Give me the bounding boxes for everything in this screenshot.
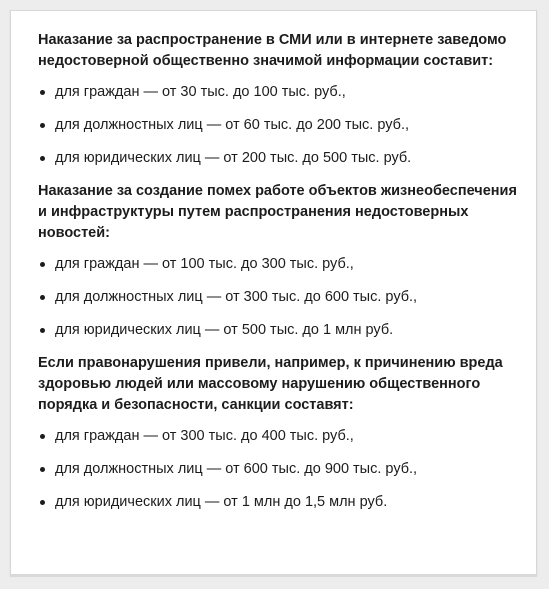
list-item-text: для должностных лиц — от 300 тыс. до 600 тыс. руб., (55, 289, 418, 305)
bullet-icon (40, 156, 45, 161)
section-media-fake-news (38, 30, 518, 169)
bullet-icon (40, 328, 45, 333)
section-heading: Наказание за распространение в СМИ или в интернете заведомо недостоверной общественно значимой информации составит: (38, 32, 507, 69)
section-heading: Если правонарушения привели, например, к причинению вреда здоровью людей или массовому нарушению общественного порядка и безопасности, санкции составят: (38, 355, 503, 413)
list-item-text: для граждан — от 300 тыс. до 400 тыс. руб., (55, 428, 354, 444)
list-item (38, 320, 518, 341)
list-item (38, 148, 518, 169)
article-content (38, 30, 518, 525)
bullet-icon (40, 467, 45, 472)
section-infrastructure-interference (38, 181, 518, 341)
list-item (38, 82, 518, 103)
list-item (38, 426, 518, 447)
bullet-icon (40, 434, 45, 439)
section-aggravated-harm (38, 353, 518, 513)
list-item-text: для граждан — от 30 тыс. до 100 тыс. руб., (55, 84, 346, 100)
list-item-text: для юридических лиц — от 200 тыс. до 500 тыс. руб. (55, 150, 412, 166)
list-item (38, 492, 518, 513)
article-card (10, 10, 537, 575)
penalty-list (38, 82, 518, 169)
penalty-list (38, 254, 518, 341)
list-item (38, 254, 518, 275)
bullet-icon (40, 295, 45, 300)
list-item (38, 115, 518, 136)
penalty-list (38, 426, 518, 513)
bullet-icon (40, 123, 45, 128)
list-item (38, 459, 518, 480)
list-item-text: для должностных лиц — от 600 тыс. до 900 тыс. руб., (55, 461, 418, 477)
bullet-icon (40, 90, 45, 95)
bullet-icon (40, 262, 45, 267)
list-item-text: для должностных лиц — от 60 тыс. до 200 тыс. руб., (55, 117, 410, 133)
bullet-icon (40, 500, 45, 505)
list-item (38, 287, 518, 308)
list-item-text: для юридических лиц — от 1 млн до 1,5 млн руб. (55, 494, 388, 510)
list-item-text: для юридических лиц — от 500 тыс. до 1 млн руб. (55, 322, 394, 338)
section-heading: Наказание за создание помех работе объектов жизнеобеспечения и инфраструктуры путем распространения недостоверных новостей: (38, 183, 517, 241)
list-item-text: для граждан — от 100 тыс. до 300 тыс. руб., (55, 256, 354, 272)
